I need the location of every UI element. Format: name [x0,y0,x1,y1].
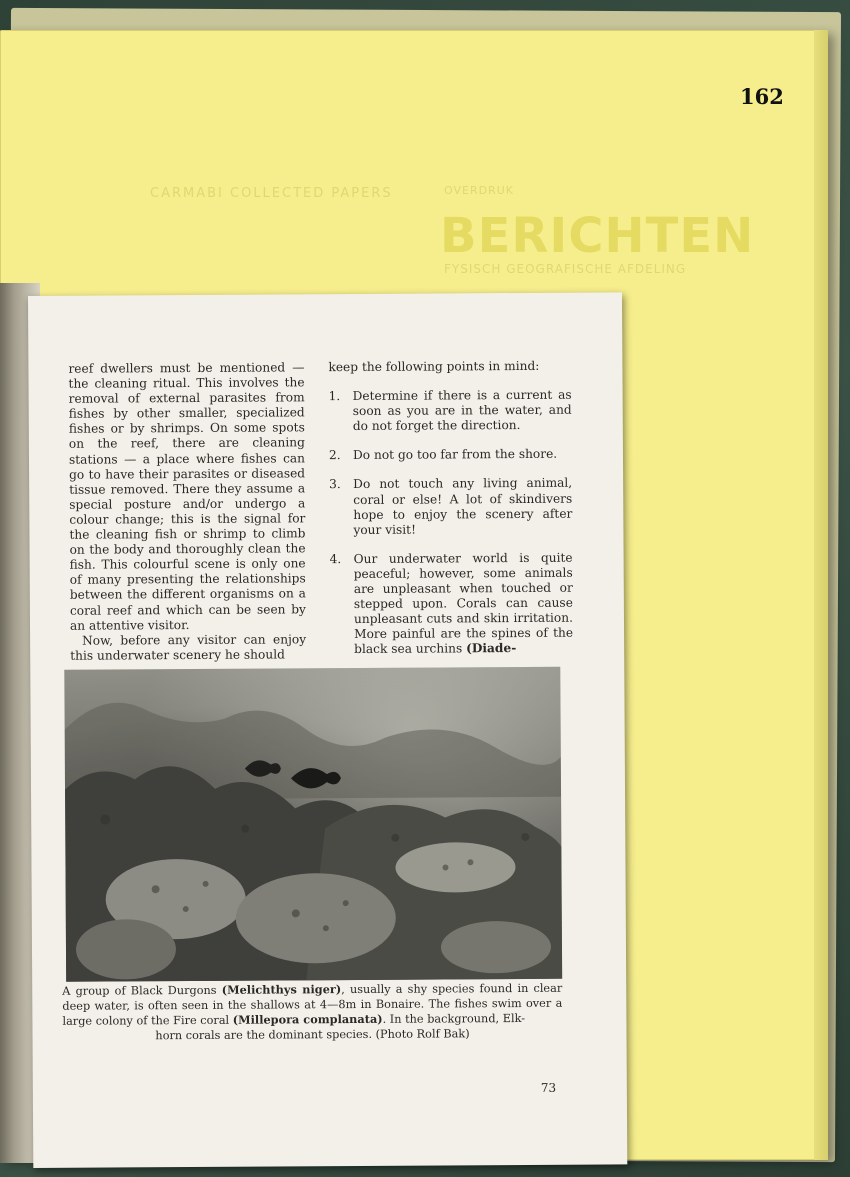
rule-text: Do not go too far from the shore. [352,447,558,463]
rule-text: Determine if there is a current as soon as you are in the water, and do not forget the direction. [352,387,572,434]
rule-number: 2. [328,448,341,463]
booklet-page [28,292,627,1168]
rule-item [329,447,572,464]
paragraph: reef dwellers must be mentioned — the cleaning ritual. This involves the removal of external parasites from fishes by other smaller, specialized fishes or by shrimps. On some spots on the reef, there are cleaning stations — a place where fishes can go to have their parasites or diseased tissue removed. There they assume a special posture and/or undergo a colour change; this is the signal for the cleaning fish or shrimp to climb on the body and thoroughly clean the fish. This colourful scene is only one of many presenting the relationships between the different organisms on a coral reef and which can be seen by an attentive visitor. [68,360,306,633]
caption-part: . In the background, Elk- [382,1011,526,1026]
rule-text [354,551,574,658]
rule-number: 4. [329,551,342,567]
rule-text-body: Our underwater world is quite peaceful; however, some animals are unpleasant when touched or stepped upon. Corals can cause unpleasant cuts and skin irritation. More painful are the spines of the black sea urchins [353,550,574,657]
reef-photo [64,667,562,982]
left-column [68,360,306,663]
caption-part: , usually a shy species found in clear deep water, is often seen in the shallows at 4—8m in Bonaire. The fishes swim over a large colony of the Fire coral [62,981,563,1028]
caption-species: (Millepora complanata) [232,1011,383,1027]
rule-text-bold: (Diade- [466,641,517,656]
caption-last-line: horn corals are the dominant species. (Photo Rolf Bak) [155,1027,470,1043]
rules-intro: keep the following points in mind: [328,358,540,375]
page-number: 73 [540,1080,557,1095]
rule-item [329,476,572,538]
paragraph: Now, before any visitor can enjoy this underwater scenery he should [70,631,307,663]
rule-text: Do not touch any living animal, coral or else! A lot of skindivers hope to enjoy the scenery after your visit! [353,476,573,537]
caption-text [62,981,562,1029]
caption-species: (Melichthys niger) [221,982,342,997]
rule-item [329,388,572,435]
caption-part: A group of Black Durgons [62,983,222,998]
rule-number: 1. [328,389,341,404]
folder-edge [814,30,828,1160]
rule-item [330,551,574,658]
rule-number: 3. [329,477,341,492]
stamp-subtitle: FYSISCH GEOGRAFISCHE AFDELING [444,262,687,276]
reef-photo-illustration [64,667,562,982]
photo-caption [62,981,562,1044]
stamp-line2: OVERDRUK [444,184,514,197]
stamp-title: BERICHTEN [440,208,755,264]
folder-number: 162 [740,84,784,109]
stamp-line1: CARMABI COLLECTED PAPERS [150,186,393,201]
right-column [328,359,573,672]
